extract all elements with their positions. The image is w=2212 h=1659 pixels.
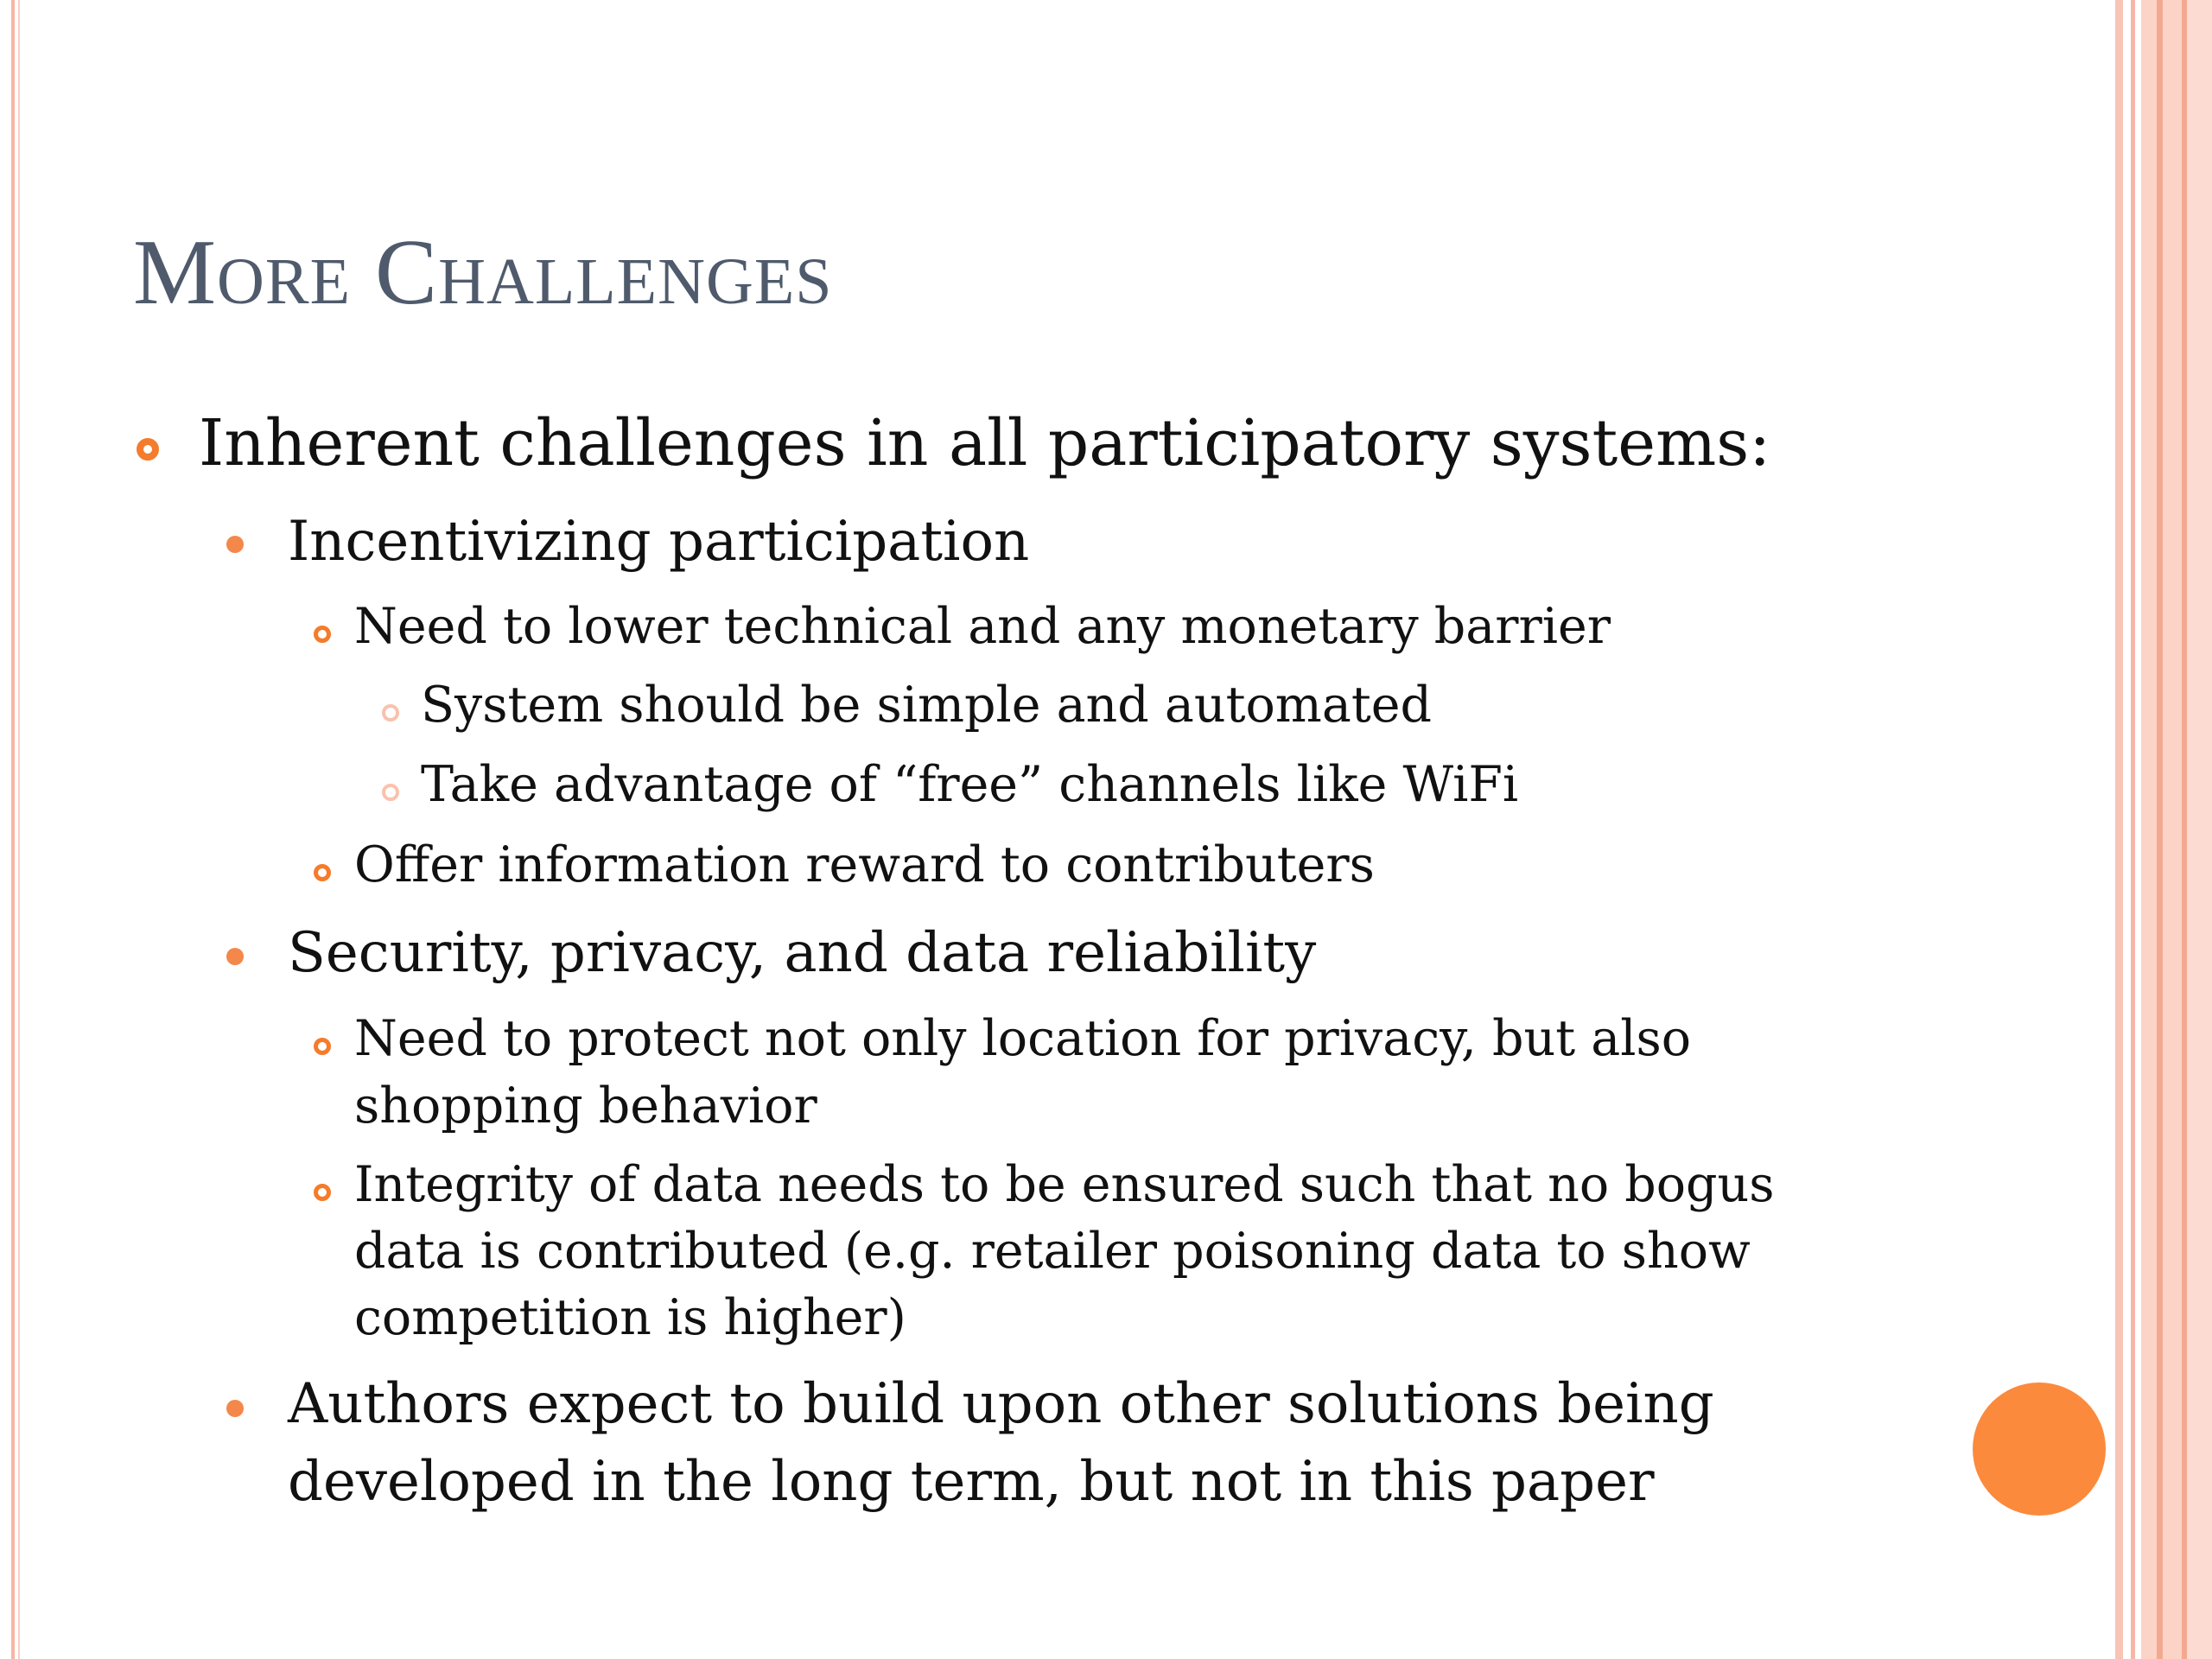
bullet-integrity-line2: data is contributed (e.g. retailer poisoning data to show — [354, 1223, 1751, 1280]
bullet-integrity-line3: competition is higher) — [354, 1289, 906, 1346]
bullet-dot-icon — [226, 536, 244, 553]
bullet-information-reward: Offer information reward to contributers — [354, 836, 1375, 893]
right-frame-stripe — [2115, 0, 2123, 1659]
bullet-incentivizing: Incentivizing participation — [288, 510, 1030, 574]
bullet-ring-icon — [382, 784, 399, 801]
right-frame-stripe — [2157, 0, 2163, 1659]
bullet-dot-icon — [226, 1400, 244, 1417]
bullet-ring-icon — [382, 704, 399, 721]
right-frame-stripe — [2187, 0, 2212, 1659]
bullet-ring-icon — [314, 864, 331, 881]
right-frame-stripe — [2131, 0, 2135, 1659]
bullet-integrity-line1: Integrity of data needs to be ensured such that no bogus — [354, 1156, 1775, 1213]
bullet-l1-heading: Inherent challenges in all participatory systems: — [199, 406, 1771, 480]
bullet-protect-line1: Need to protect not only location for privacy, but also — [354, 1010, 1692, 1067]
bullet-lower-barrier: Need to lower technical and any monetary barrier — [354, 598, 1611, 655]
bullet-protect-line2: shopping behavior — [354, 1077, 817, 1135]
decorative-orange-circle — [1973, 1382, 2106, 1516]
bullet-simple-automated: System should be simple and automated — [421, 677, 1432, 734]
bullet-authors-line2: developed in the long term, but not in this paper — [288, 1450, 1655, 1514]
bullet-ring-icon — [137, 438, 159, 461]
right-frame-stripe — [2141, 0, 2157, 1659]
left-frame-line-thin — [18, 0, 20, 1659]
slide-title: More Challenges — [133, 221, 833, 324]
bullet-security: Security, privacy, and data reliability — [288, 921, 1317, 985]
bullet-authors-line1: Authors expect to build upon other solutions being — [288, 1372, 1714, 1436]
bullet-ring-icon — [314, 1184, 331, 1201]
bullet-ring-icon — [314, 1038, 331, 1055]
bullet-free-channels: Take advantage of “free” channels like WiFi — [421, 756, 1519, 813]
bullet-dot-icon — [226, 948, 244, 965]
bullet-ring-icon — [314, 626, 331, 643]
right-frame-stripe — [2163, 0, 2182, 1659]
left-frame-line — [11, 0, 15, 1659]
